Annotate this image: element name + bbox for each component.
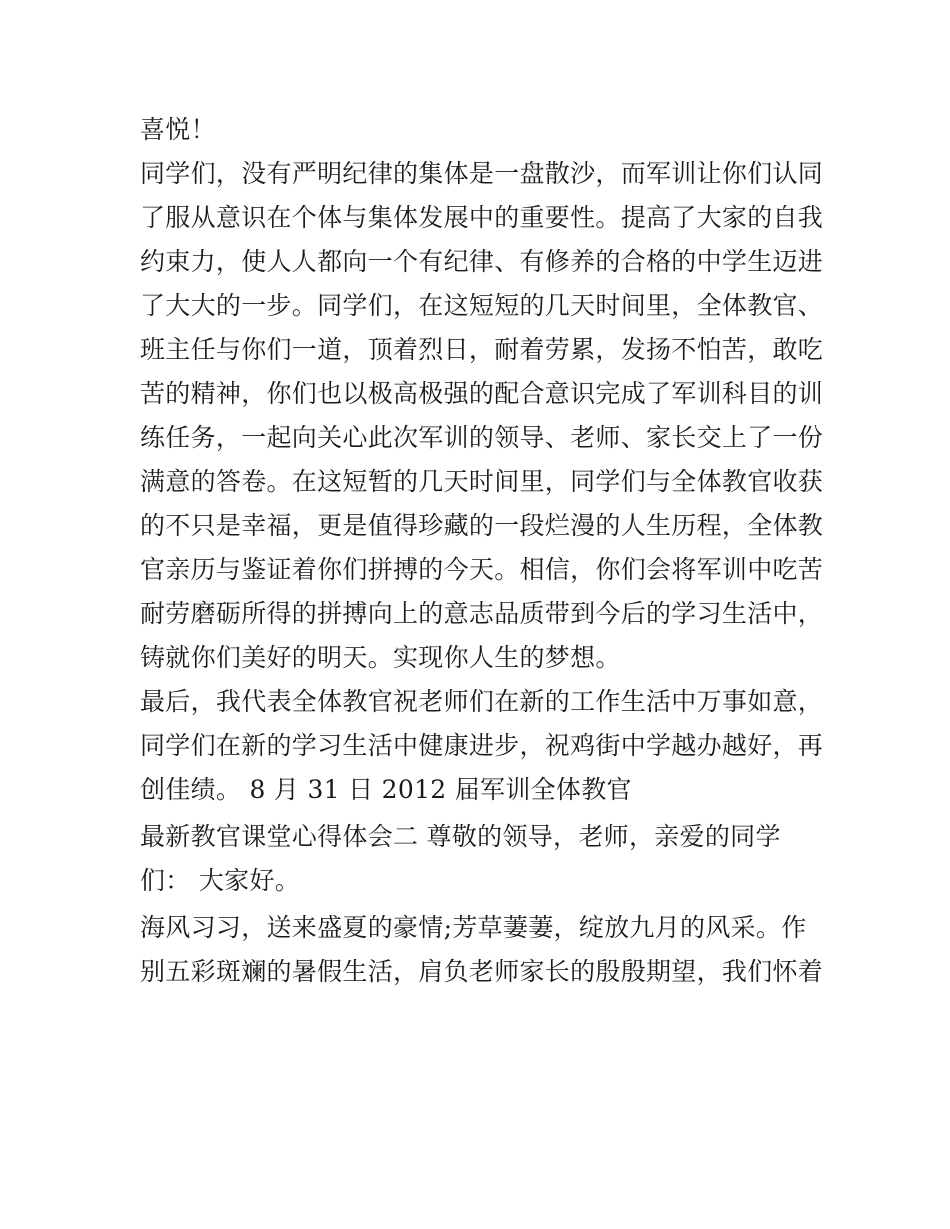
text-line: 了服从意识在个体与集体发展中的重要性。提高了大家的自我: [140, 203, 824, 232]
text-line: 喜悦！: [140, 115, 216, 144]
text-line: 了大大的一步。同学们，在这短短的几天时间里，全体教官、: [140, 291, 824, 320]
text-line: 耐劳磨砺所得的拼搏向上的意志品质带到今后的学习生活中，: [140, 599, 824, 628]
section-heading-line: 最新教官课堂心得体会二 尊敬的领导，老师，亲爱的同学: [140, 822, 781, 851]
text-line: 最后，我代表全体教官祝老师们在新的工作生活中万事如意，: [140, 687, 824, 716]
text-line: 铸就你们美好的明天。实现你人生的梦想。: [140, 643, 621, 672]
text-line: 的不只是幸福，更是值得珍藏的一段烂漫的人生历程，全体教: [140, 511, 824, 540]
text-line: 别五彩斑斓的暑假生活，肩负老师家长的殷殷期望，我们怀着: [140, 957, 824, 986]
text-line: 练任务，一起向关心此次军训的领导、老师、家长交上了一份: [140, 423, 824, 452]
text-line: 海风习习，送来盛夏的豪情;芳草萋萋，绽放九月的风采。作: [140, 913, 807, 942]
text-line: 创佳绩。 8 月 31 日 2012 届军训全体教官: [140, 775, 632, 804]
text-line: 约束力，使人人都向一个有纪律、有修养的合格的中学生迈进: [140, 247, 824, 276]
text-line: 班主任与你们一道，顶着烈日，耐着劳累，发扬不怕苦，敢吃: [140, 335, 824, 364]
text-line: 苦的精神，你们也以极高极强的配合意识完成了军训科目的训: [140, 379, 824, 408]
text-line: 官亲历与鉴证着你们拼搏的今天。相信，你们会将军训中吃苦: [140, 555, 824, 584]
text-line: 同学们在新的学习生活中健康进步，祝鸡街中学越办越好，再: [140, 731, 824, 760]
text-line: 满意的答卷。在这短暂的几天时间里，同学们与全体教官收获: [140, 467, 824, 496]
text-line: 同学们，没有严明纪律的集体是一盘散沙，而军训让你们认同: [140, 159, 824, 188]
body-text: [140, 108, 824, 994]
text-line: 们： 大家好。: [140, 866, 301, 895]
